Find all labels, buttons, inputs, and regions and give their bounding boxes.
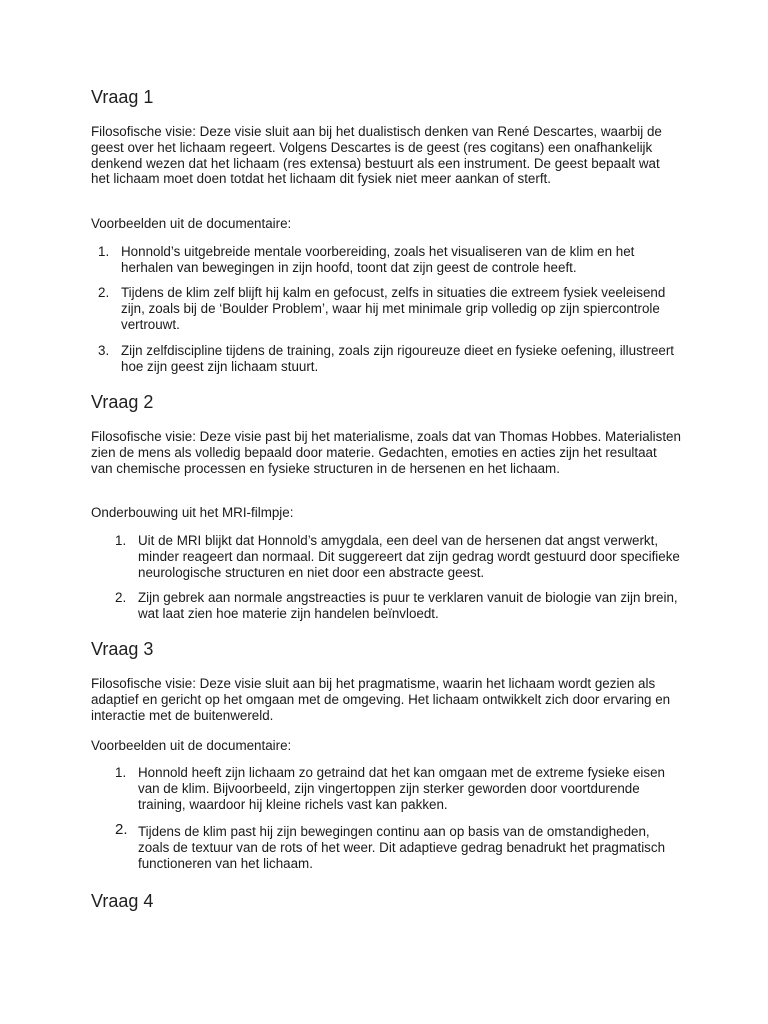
list-item: Zijn zelfdiscipline tijdens de training, zoals zijn rigoureuze dieet en fysieke oefening, illustreert hoe zijn geest zijn lichaam stuurt.	[121, 343, 675, 374]
section-heading: Vraag 4	[91, 891, 154, 911]
section-intro: Filosofische visie: Deze visie sluit aan bij het pragmatisme, waarin het lichaam wordt gezien als adaptief en gericht op het omgaan met de omgeving. Het lichaam ontwikkelt zich door ervaring en interactie met de buitenwereld.	[91, 676, 671, 723]
list-number: 1.	[98, 244, 110, 259]
list-item: Honnold heeft zijn lichaam zo getraind dat het kan omgaan met de extreme fysieke eisen van de klim. Bijvoorbeeld, zijn vingertoppen zijn sterker geworden door voortdurende training, waardoor hij kleine richels vast kan pakken.	[138, 765, 666, 812]
list-item: Uit de MRI blijkt dat Honnold’s amygdala, een deel van de hersenen dat angst verwerkt, minder reageert dan normaal. Dit suggereert dat zijn gedrag wordt gestuurd door specifieke neurologische structuren en niet door een abstracte geest.	[138, 533, 680, 580]
section-intro: Filosofische visie: Deze visie sluit aan bij het dualistisch denken van René Descartes, waarbij de geest over het lichaam regeert. Volgens Descartes is de geest (res cogitans) een onafhankelijk denkend wezen dat het lichaam (res extensa) bestuurt als een instrument. De geest bepaalt wat het lichaam moet doen totdat het lichaam dit fysiek niet meer aankan of sterft.	[91, 124, 662, 187]
list-number: 2.	[98, 285, 110, 300]
section-heading: Vraag 1	[91, 87, 154, 107]
section-intro: Filosofische visie: Deze visie past bij het materialisme, zoals dat van Thomas Hobbes. Materialisten zien de mens als volledig bepaald door materie. Gedachten, emoties en acties zijn het resultaat van chemische processen en fysieke structuren in de hersenen en het lichaam.	[91, 429, 681, 476]
section-subheading: Onderbouwing uit het MRI-filmpje:	[91, 505, 294, 520]
list-number: 3.	[98, 343, 110, 358]
list-number: 2.	[115, 821, 128, 838]
list-item: Honnold’s uitgebreide mentale voorbereiding, zoals het visualiseren van de klim en het herhalen van bewegingen in zijn hoofd, toont dat zijn geest de controle heeft.	[121, 244, 635, 275]
section-heading: Vraag 3	[91, 639, 154, 659]
list-number: 1.	[115, 533, 127, 548]
list-item: Tijdens de klim past hij zijn bewegingen continu aan op basis van de omstandigheden, zoals de textuur van de rots of het weer. Dit adaptieve gedrag benadrukt het pragmatisch functioneren van het lichaam.	[138, 824, 666, 871]
list-number: 2.	[115, 590, 127, 605]
list-number: 1.	[115, 765, 127, 780]
section-subheading: Voorbeelden uit de documentaire:	[91, 216, 292, 231]
section-heading: Vraag 2	[91, 392, 154, 412]
section-subheading: Voorbeelden uit de documentaire:	[91, 738, 292, 753]
list-item: Zijn gebrek aan normale angstreacties is puur te verklaren vanuit de biologie van zijn brein, wat laat zien hoe materie zijn handelen beïnvloedt.	[138, 590, 678, 621]
list-item: Tijdens de klim zelf blijft hij kalm en gefocust, zelfs in situaties die extreem fysiek veeleisend zijn, zoals bij de ‘Boulder Problem’, waar hij met minimale grip volledig op zijn spiercontrole vertrouwt.	[121, 285, 666, 332]
